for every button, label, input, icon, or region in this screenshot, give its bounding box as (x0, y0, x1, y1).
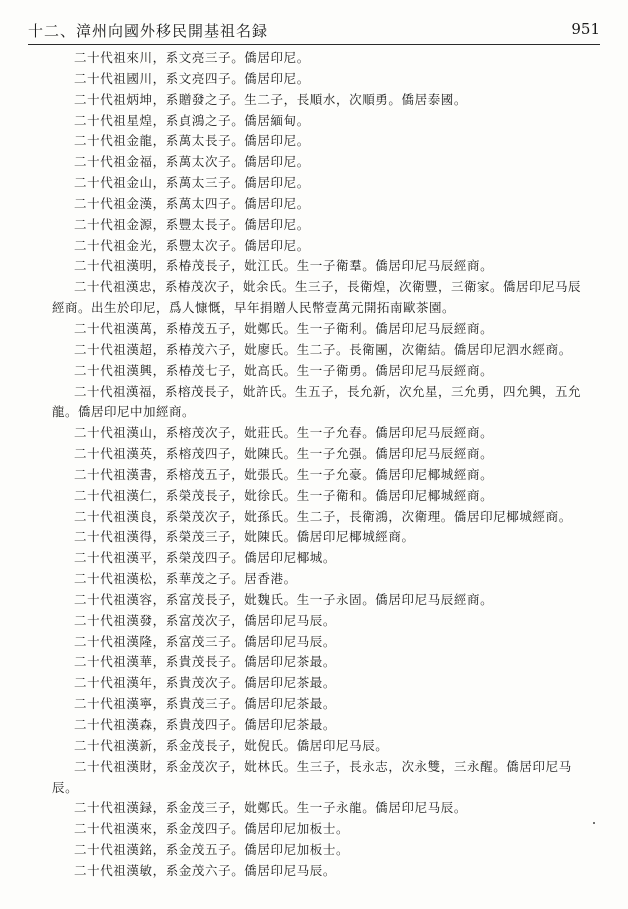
chapter-title: 十二、漳州向國外移民開基祖名録 (28, 22, 269, 40)
entry-line: 二十代祖漢明，系椿茂長子，妣江氏。生一子衛羣。僑居印尼马辰經商。 (74, 258, 494, 274)
entry-line: 二十代祖漢萬，系椿茂五子，妣鄭氏。生一子衛利。僑居印尼马辰經商。 (74, 320, 494, 336)
entry-line: 二十代祖漢財，系金茂次子，妣林氏。生三子，長永志，次永雙，三永醒。僑居印尼马辰。 (52, 758, 572, 795)
entry-line: 二十代祖漢平，系榮茂四子。僑居印尼椰城。 (74, 550, 337, 566)
entry-line: 二十代祖漢興，系椿茂七子，妣高氏。生一子衛勇。僑居印尼马辰經商。 (74, 362, 494, 378)
ancestor-entry-list (52, 48, 582, 882)
entry-line: 二十代祖炳坤，系贈發之子。生二子，長順水，次順勇。僑居泰國。 (74, 91, 468, 107)
entry-line: 二十代祖金光，系豐太次子。僑居印尼。 (74, 237, 310, 253)
entry-paragraph: 二十代祖漢福，系榕茂長子，妣許氏。生五子，長允新，次允星，三允勇，四允興，五允龍。僑居印尼中加經商。 (52, 383, 582, 420)
entry-line: 二十代祖金漢，系萬太四子。僑居印尼。 (74, 195, 310, 211)
entry-line: 二十代祖金龍，系萬太長子。僑居印尼。 (74, 133, 310, 149)
page-number: 951 (571, 20, 600, 38)
entry-line: 二十代祖漢良，系榮茂次子，妣孫氏。生二子，長衛鴻，次衛理。僑居印尼椰城經商。 (74, 508, 572, 524)
entry-line: 二十代祖漢録，系金茂三子，妣鄭氏。生一子永龍。僑居印尼马辰。 (74, 800, 468, 816)
entry-line: 二十代祖漢隆，系富茂三子。僑居印尼马辰。 (74, 633, 337, 649)
entry-line: 二十代祖金源，系豐太長子。僑居印尼。 (74, 216, 310, 232)
entry-line: 二十代祖漢得，系榮茂三子，妣陳氏。僑居印尼椰城經商。 (74, 529, 415, 545)
entry-line: 二十代祖漢華，系貴茂長子。僑居印尼茶最。 (74, 654, 337, 670)
entry-line: 二十代祖漢銘，系金茂五子。僑居印尼加板士。 (74, 842, 350, 858)
entry-line: 二十代祖金山，系萬太三子。僑居印尼。 (74, 175, 310, 191)
entry-line: 二十代祖漢松，系華茂之子。居香港。 (74, 571, 297, 587)
entry-line: 二十代祖漢超，系椿茂六子，妣廖氏。生二子。長衛團，次衛結。僑居印尼泗水經商。 (74, 341, 572, 357)
entry-line: 二十代祖國川，系文亮四子。僑居印尼。 (74, 70, 310, 86)
entry-line: 二十代祖漢森，系貴茂四子。僑居印尼茶最。 (74, 717, 337, 732)
entry-line: 二十代祖漢山，系榕茂次子，妣莊氏。生一子允春。僑居印尼马辰經商。 (74, 425, 494, 441)
entry-line: 二十代祖星煌，系貞鴻之子。僑居緬甸。 (74, 112, 310, 128)
entry-line: 二十代祖漢敏，系金茂六子。僑居印尼马辰。 (74, 862, 337, 878)
entry-line: 二十代祖漢容，系富茂長子，妣魏氏。生一子永固。僑居印尼马辰經商。 (74, 591, 494, 607)
entry-line: 二十代祖漢寧，系貴茂三子。僑居印尼茶最。 (74, 696, 337, 712)
entry-line: 二十代祖漢發，系富茂次子，僑居印尼马辰。 (74, 612, 337, 628)
entry-line: 二十代祖漢年，系貴茂次子。僑居印尼茶最。 (74, 675, 337, 691)
page-header (28, 18, 600, 45)
entry-line: 二十代祖漢仁，系榮茂長子，妣徐氏。生一子衛和。僑居印尼椰城經商。 (74, 487, 494, 503)
entry-line: 二十代祖漢新，系金茂長子，妣倪氏。僑居印尼马辰。 (74, 737, 389, 753)
entry-line: 二十代祖來川，系文亮三子。僑居印尼。 (74, 50, 310, 65)
entry-paragraph: 二十代祖漢忠，系椿茂次子，妣余氏。生三子，長衛煌，次衛豐，三衛家。僑居印尼马辰經商。出生於印尼，爲人慷慨，早年捐贈人民幣壹萬元開拓南歐茶園。 (52, 279, 582, 316)
print-speck (593, 822, 595, 824)
entry-line: 二十代祖金福，系萬太次子。僑居印尼。 (74, 154, 310, 170)
entry-line: 二十代祖漢來，系金茂四子。僑居印尼加板士。 (74, 821, 350, 837)
entry-line: 二十代祖漢書，系榕茂五子，妣張氏。生一子允豪。僑居印尼椰城經商。 (74, 466, 494, 482)
entry-line: 二十代祖漢英，系榕茂四子，妣陳氏。生一子允强。僑居印尼马辰經商。 (74, 446, 494, 462)
